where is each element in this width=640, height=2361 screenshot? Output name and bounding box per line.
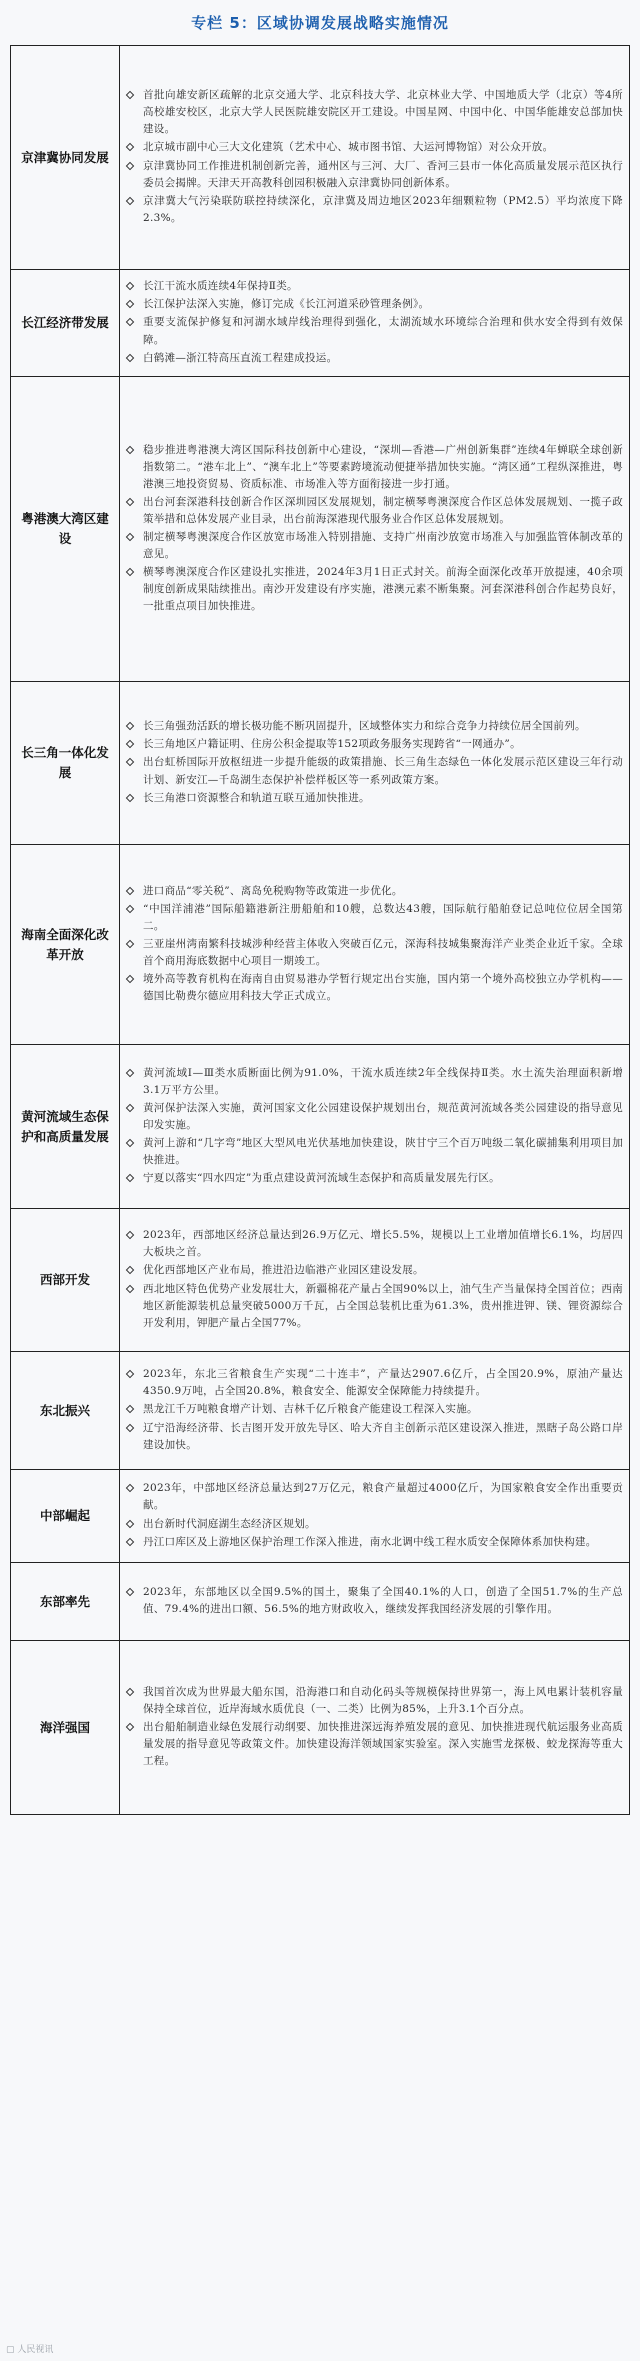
section-row xyxy=(11,46,630,270)
measure-text: 出台新时代洞庭湖生态经济区规划。 xyxy=(143,1517,316,1530)
measure-text: 长三角地区户籍证明、住房公积金提取等152项政务服务实现跨省“一网通办”。 xyxy=(143,738,521,751)
watermark: ▢ 人民视讯 xyxy=(6,2345,54,2355)
region-name: 京津冀协同发展 xyxy=(11,46,120,270)
diamond-bullet-icon xyxy=(126,445,134,453)
measure-item xyxy=(124,139,623,156)
section-row xyxy=(11,270,630,377)
region-measures xyxy=(120,270,630,377)
section-row xyxy=(11,682,630,845)
region-measures xyxy=(120,377,630,682)
measure-text: 重要支流保护修复和河湖水域岸线治理得到强化，太湖流域水环境综合治理和供水安全得到有效保障。 xyxy=(143,316,623,346)
diamond-bullet-icon xyxy=(126,1405,134,1413)
measure-list xyxy=(124,1366,623,1453)
measure-text: 京津冀大气污染联防联控持续深化，京津冀及周边地区2023年细颗粒物（PM2.5）平均浓度下降2.3%。 xyxy=(143,194,623,224)
diamond-bullet-icon xyxy=(126,1266,134,1274)
measure-text: 稳步推进粤港澳大湾区国际科技创新中心建设，“深圳—香港—广州创新集群”连续4年蝉联全球创新指数第二。“港车北上”、“澳车北上”等要素跨境流动便捷举措加快实施。“湾区通”工程纵深推进，粤港澳三地投资贸易、资质标准、市场准入等方面衔接进一步打通。 xyxy=(143,443,623,490)
section-row xyxy=(11,845,630,1045)
measure-text: 优化西部地区产业布局，推进沿边临港产业园区建设发展。 xyxy=(143,1264,424,1277)
diamond-bullet-icon xyxy=(126,318,134,326)
diamond-bullet-icon xyxy=(126,793,134,801)
diamond-bullet-icon xyxy=(126,1068,134,1076)
section-row xyxy=(11,1209,630,1352)
diamond-bullet-icon xyxy=(126,1104,134,1112)
measure-list xyxy=(124,1227,623,1332)
measure-item xyxy=(124,1227,623,1261)
region-measures xyxy=(120,1352,630,1470)
measure-item xyxy=(124,442,623,493)
measure-item xyxy=(124,1100,623,1134)
diamond-bullet-icon xyxy=(126,940,134,948)
measure-text: 西北地区特色优势产业发展壮大，新疆棉花产量占全国90%以上，油气生产当量保持全国首位；西南地区新能源装机总量突破5000万千瓦，占全国总装机比重为61.3%，贵州推进钾、镁、锂资源综合开发利用，钾肥产量占全国77%。 xyxy=(143,1282,623,1329)
diamond-bullet-icon xyxy=(126,905,134,913)
measure-text: 进口商品“零关税”、离岛免税购物等政策进一步优化。 xyxy=(143,884,403,897)
diamond-bullet-icon xyxy=(126,1723,134,1731)
diamond-bullet-icon xyxy=(126,1537,134,1545)
measure-text: 2023年，东部地区以全国9.5%的国土，聚集了全国40.1%的人口，创造了全国51.7%的生产总值、79.4%的进出口额、56.5%的地方财政收入，继续发挥我国经济发展的引擎作用。 xyxy=(143,1585,623,1615)
diamond-bullet-icon xyxy=(126,1370,134,1378)
measure-list xyxy=(124,87,623,227)
measure-text: 2023年，西部地区经济总量达到26.9万亿元、增长5.5%，规模以上工业增加值增长6.1%，均居四大板块之首。 xyxy=(143,1229,623,1259)
measure-text: 辽宁沿海经济带、长吉图开发开放先导区、哈大齐自主创新示范区建设深入推进，黑瞎子岛公路口岸建设加快。 xyxy=(143,1421,623,1451)
measure-text: 制定横琴粤澳深度合作区放宽市场准入特别措施、支持广州南沙放宽市场准入与加强监管体制改革的意见。 xyxy=(143,531,623,561)
measure-list xyxy=(124,1065,623,1188)
section-row xyxy=(11,1470,630,1563)
diamond-bullet-icon xyxy=(126,91,134,99)
region-name: 中部崛起 xyxy=(11,1470,120,1563)
measure-text: 黄河保护法深入实施，黄河国家文化公园建设保护规划出台，规范黄河流域各类公园建设的指导意见印发实施。 xyxy=(143,1101,623,1131)
table-body xyxy=(11,46,630,1815)
region-name: 海洋强国 xyxy=(11,1641,120,1815)
measure-item xyxy=(124,971,623,1005)
diamond-bullet-icon xyxy=(126,722,134,730)
diamond-bullet-icon xyxy=(126,498,134,506)
measure-item xyxy=(124,350,623,367)
measure-text: 2023年，东北三省粮食生产实现“二十连丰”，产量达2907.6亿斤，占全国20.9%，原油产量达4350.9万吨，占全国20.8%，粮食安全、能源安全保障能力持续提升。 xyxy=(143,1368,623,1398)
diamond-bullet-icon xyxy=(126,1174,134,1182)
measure-text: 长江干流水质连续4年保持Ⅱ类。 xyxy=(143,280,298,293)
diamond-bullet-icon xyxy=(126,161,134,169)
measure-item xyxy=(124,564,623,615)
measure-item xyxy=(124,936,623,970)
measure-text: 出台船舶制造业绿色发展行动纲要、加快推进深远海养殖发展的意见、加快推进现代航运服务业高质量发展的指导意见等政策文件。加快建设海洋领域国家实验室。深入实施雪龙探极、蛟龙探海等重大工程。 xyxy=(143,1720,623,1768)
measure-text: 宁夏以落实“四水四定”为重点建设黄河流域生态保护和高质量发展先行区。 xyxy=(143,1172,500,1185)
measure-text: 白鹤滩—浙江特高压直流工程建成投运。 xyxy=(143,351,338,364)
region-name: 黄河流域生态保护和高质量发展 xyxy=(11,1045,120,1209)
measure-text: 丹江口库区及上游地区保护治理工作深入推进，南水北调中线工程水质安全保障体系加快构建。 xyxy=(143,1535,597,1548)
measure-list xyxy=(124,718,623,806)
diamond-bullet-icon xyxy=(126,1231,134,1239)
measure-item xyxy=(124,278,623,295)
measure-text: 北京城市副中心三大文化建筑（艺术中心、城市图书馆、大运河博物馆）对公众开放。 xyxy=(143,141,554,154)
diamond-bullet-icon xyxy=(126,300,134,308)
measure-item xyxy=(124,314,623,348)
measure-item xyxy=(124,754,623,788)
measure-item xyxy=(124,87,623,138)
region-name: 东部率先 xyxy=(11,1563,120,1641)
measure-item xyxy=(124,883,623,900)
measure-item xyxy=(124,1262,623,1279)
measure-item xyxy=(124,1170,623,1187)
measure-text: 三亚崖州湾南繁科技城涉种经营主体收入突破百亿元，深海科技城集聚海洋产业类企业近千家。全球首个商用海底数据中心项目一期竣工。 xyxy=(143,937,623,968)
measure-item xyxy=(124,1281,623,1332)
diamond-bullet-icon xyxy=(126,758,134,766)
region-name: 长江经济带发展 xyxy=(11,270,120,377)
region-measures xyxy=(120,1641,630,1815)
measure-item xyxy=(124,1534,623,1551)
measure-text: 长三角强劲活跃的增长极功能不断巩固提升，区域整体实力和综合竞争力持续位居全国前列。 xyxy=(143,720,586,733)
region-measures xyxy=(120,1563,630,1641)
measure-text: 横琴粤澳深度合作区建设扎实推进，2024年3月1日正式封关。前海全面深化改革开放提速，40余项制度创新成果陆续推出。南沙开发建设有序实施，港澳元素不断集聚。河套深港科创合作起势良好，一批重点项目加快推进。 xyxy=(143,566,623,613)
measure-item xyxy=(124,790,623,807)
region-name: 海南全面深化改革开放 xyxy=(11,845,120,1045)
diamond-bullet-icon xyxy=(126,975,134,983)
section-row xyxy=(11,1563,630,1641)
measure-text: “中国洋浦港”国际船籍港新注册船舶和10艘，总数达43艘，国际航行船舶登记总吨位位居全国第二。 xyxy=(143,902,623,932)
measure-text: 首批向雄安新区疏解的北京交通大学、北京科技大学、北京林业大学、中国地质大学（北京）等4所高校雄安校区，北京大学人民医院雄安院区开工建设。中国星网、中国中化、中国华能雄安总部加快建设。 xyxy=(143,89,623,136)
diamond-bullet-icon xyxy=(126,353,134,361)
diamond-bullet-icon xyxy=(126,196,134,204)
measure-item xyxy=(124,1516,623,1533)
measure-item xyxy=(124,193,623,227)
diamond-bullet-icon xyxy=(126,1423,134,1431)
measure-item xyxy=(124,1135,623,1169)
measure-item xyxy=(124,158,623,192)
diamond-bullet-icon xyxy=(126,533,134,541)
region-measures xyxy=(120,1209,630,1352)
measure-item xyxy=(124,901,623,935)
measure-text: 京津冀协同工作推进机制创新完善，通州区与三河、大厂、香河三县市一体化高质量发展示范区执行委员会揭牌。天津天开高教科创园积极融入京津冀协同创新体系。 xyxy=(143,159,623,189)
measure-list xyxy=(124,278,623,366)
measure-text: 黑龙江千万吨粮食增产计划、吉林千亿斤粮食产能建设工程深入实施。 xyxy=(143,1403,478,1416)
measure-item xyxy=(124,736,623,753)
measure-text: 黄河流域Ⅰ—Ⅲ类水质断面比例为91.0%，干流水质连续2年全线保持Ⅱ类。水土流失治理面积新增3.1万平方公里。 xyxy=(143,1066,623,1096)
diamond-bullet-icon xyxy=(126,568,134,576)
measure-item xyxy=(124,1719,623,1770)
measure-list xyxy=(124,1584,623,1618)
measure-text: 出台虹桥国际开放枢纽进一步提升能级的政策措施、长三角生态绿色一体化发展示范区建设三年行动计划、新安江—千岛湖生态保护补偿样板区等一系列政策方案。 xyxy=(143,756,623,786)
measure-item xyxy=(124,494,623,528)
region-name: 长三角一体化发展 xyxy=(11,682,120,845)
measure-item xyxy=(124,1584,623,1618)
measure-list xyxy=(124,1480,623,1550)
measure-item xyxy=(124,1480,623,1514)
diamond-bullet-icon xyxy=(126,1484,134,1492)
diamond-bullet-icon xyxy=(126,1588,134,1596)
measure-text: 我国首次成为世界最大船东国，沿海港口和自动化码头等规模保持世界第一，海上风电累计装机容量保持全球首位，近岸海域水质优良（一、二类）比例为85%，上升3.1个百分点。 xyxy=(143,1685,623,1715)
measure-text: 长三角港口资源整合和轨道互联互通加快推进。 xyxy=(143,791,370,804)
section-row xyxy=(11,1352,630,1470)
region-name: 西部开发 xyxy=(11,1209,120,1352)
measure-list xyxy=(124,442,623,616)
section-row xyxy=(11,1045,630,1209)
measure-item xyxy=(124,1420,623,1454)
measure-text: 黄河上游和“几字弯”地区大型风电光伏基地加快建设，陕甘宁三个百万吨级二氧化碳捕集利用项目加快推进。 xyxy=(143,1137,623,1167)
region-name: 东北振兴 xyxy=(11,1352,120,1470)
measure-text: 2023年，中部地区经济总量达到27万亿元，粮食产量超过4000亿斤，为国家粮食安全作出重要贡献。 xyxy=(143,1482,623,1512)
page-title: 专栏 5：区域协调发展战略实施情况 xyxy=(191,14,449,32)
region-name: 粤港澳大湾区建设 xyxy=(11,377,120,682)
diamond-bullet-icon xyxy=(126,886,134,894)
measure-item xyxy=(124,1366,623,1400)
region-measures xyxy=(120,1045,630,1209)
measure-item xyxy=(124,1401,623,1418)
measure-list xyxy=(124,1684,623,1770)
measure-item xyxy=(124,1684,623,1718)
diamond-bullet-icon xyxy=(126,1519,134,1527)
diamond-bullet-icon xyxy=(126,1284,134,1292)
measure-item xyxy=(124,1065,623,1099)
measure-item xyxy=(124,529,623,563)
diamond-bullet-icon xyxy=(126,1688,134,1696)
measure-item xyxy=(124,718,623,735)
region-measures xyxy=(120,1470,630,1563)
diamond-bullet-icon xyxy=(126,1139,134,1147)
diamond-bullet-icon xyxy=(126,143,134,151)
diamond-bullet-icon xyxy=(126,740,134,748)
region-measures xyxy=(120,682,630,845)
region-measures xyxy=(120,46,630,270)
measure-text: 长江保护法深入实施，修订完成《长江河道采砂管理条例》。 xyxy=(143,298,430,311)
measure-list xyxy=(124,883,623,1006)
measure-text: 境外高等教育机构在海南自由贸易港办学暂行规定出台实施，国内第一个境外高校独立办学机构——德国比勒费尔德应用科技大学正式成立。 xyxy=(143,973,623,1003)
diamond-bullet-icon xyxy=(126,282,134,290)
section-row xyxy=(11,1641,630,1815)
region-measures xyxy=(120,845,630,1045)
section-row xyxy=(11,377,630,682)
measure-text: 出台河套深港科技创新合作区深圳园区发展规划，制定横琴粤澳深度合作区总体发展规划、一揽子政策举措和总体发展产业目录，出台前海深港现代服务业合作区总体发展规划。 xyxy=(143,495,623,525)
measure-item xyxy=(124,296,623,313)
strategy-table xyxy=(10,45,630,1815)
